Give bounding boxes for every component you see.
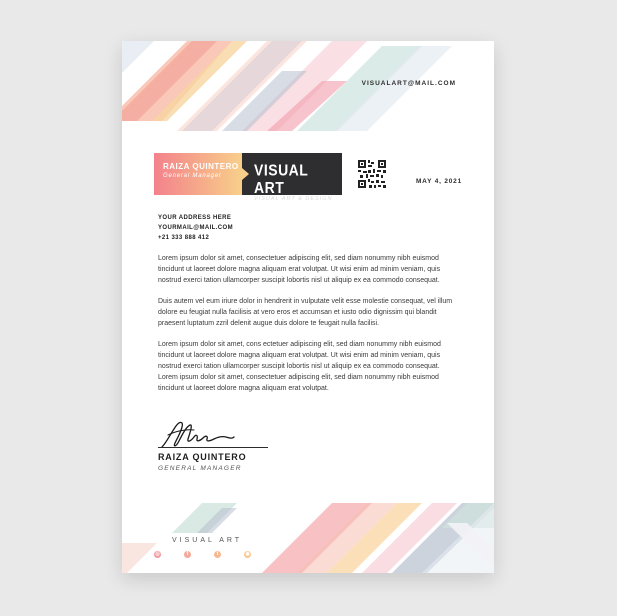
- signature-line: [158, 447, 268, 448]
- header-email: VISUALART@MAIL.COM: [361, 80, 456, 87]
- badge-arrow-decoration: [242, 168, 249, 180]
- signer-name: RAIZA QUINTERO: [158, 452, 247, 462]
- badge-role: General Manager: [163, 173, 222, 179]
- qr-code-icon: [358, 160, 386, 188]
- address-email: YOURMAIL@MAIL.COM: [158, 225, 233, 231]
- signer-role: GENERAL MANAGER: [158, 465, 242, 472]
- badge-name: RAIZA QUINTERO: [163, 162, 239, 171]
- brand-title: VISUAL ART: [254, 161, 309, 197]
- twitter-icon[interactable]: t: [214, 551, 221, 558]
- social-links: [154, 551, 254, 561]
- letterhead-page: [122, 41, 494, 573]
- brand-tagline: VISUAL ART & DESIGN: [254, 196, 333, 202]
- brand-badge: [242, 153, 342, 202]
- body-paragraph-1: Lorem ipsum dolor sit amet, consectetuer adipiscing elit, sed diam nonummy nibh euismod tincidunt ut laoreet dolore magna aliquam erat volutpat. Ut wisi enim ad minim veniam, quis nostrud exerci tation ullamcorper suscipit lobortis nisl ut aliquip ex ea commodo consequat.: [158, 255, 441, 284]
- name-badge: [154, 153, 242, 195]
- dribbble-icon[interactable]: ◉: [245, 551, 250, 557]
- facebook-icon[interactable]: f: [184, 551, 191, 558]
- address-block: [158, 213, 233, 243]
- body-paragraph-2: Duis autem vel eum iriure dolor in hendrerit in vulputate velit esse molestie consequat, vel illum dolore eu feugiat nulla facilisis at vero eros et accumsan et iusto odio dignissim qui blandit praesent luptatum zzril delenit augue duis dolore te feugait nulla facilisi.: [158, 298, 453, 328]
- body-paragraph-3: Lorem ipsum dolor sit amet, cons ectetuer adipiscing elit, sed diam nonummy nibh euismod tincidunt ut laoreet dolore magna aliquam erat volutpat. Ut wisi enim ad minim veniam, quis nostrud exerci tation ullamcorper suscipit lobortis nisl ut aliquip ex ea commodo consequat. Lorem ipsum dolor sit amet, consectetuer adipiscing elit, sed diam nonummy nibh euismod tincidunt ut laoreet dolore magna aliquam erat volutpat.: [158, 341, 441, 393]
- address-phone: +21 333 888 412: [158, 235, 210, 241]
- address-line: YOUR ADDRESS HERE: [158, 215, 232, 221]
- instagram-icon[interactable]: ◎: [155, 551, 160, 557]
- letter-date: MAY 4, 2021: [415, 178, 462, 185]
- footer-brand: VISUAL ART: [172, 537, 243, 544]
- letter-body: [158, 254, 460, 405]
